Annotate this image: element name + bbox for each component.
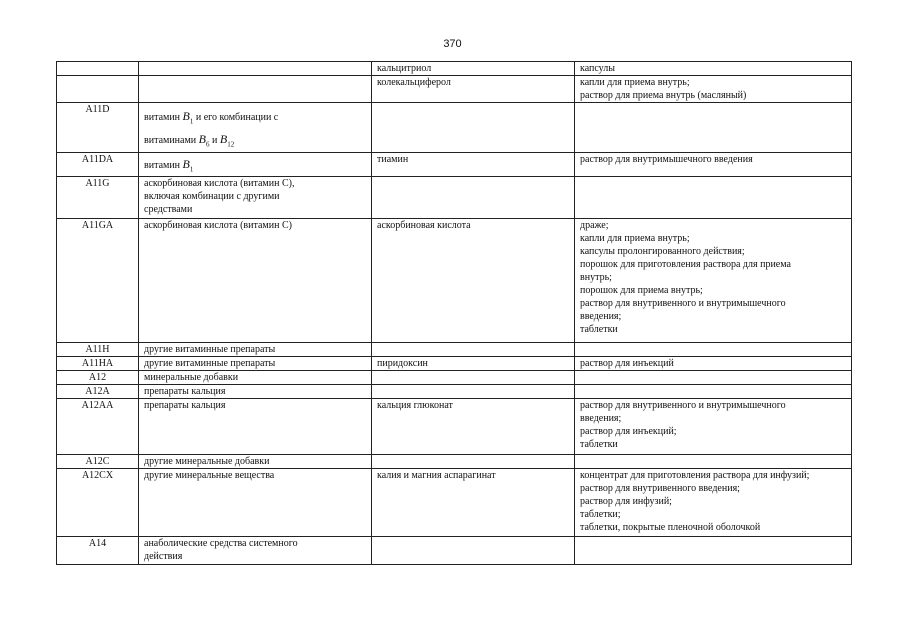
- atc-code-cell: [57, 76, 139, 103]
- form-cell: [575, 152, 852, 176]
- substance-cell: [372, 103, 575, 153]
- atc-code-cell: [57, 62, 139, 76]
- form-cell: [575, 385, 852, 399]
- substance-cell: [372, 455, 575, 469]
- form-line: внутрь;: [580, 272, 612, 284]
- table-row: [57, 76, 852, 103]
- table-row: [57, 537, 852, 565]
- group-cell: [139, 62, 372, 76]
- group-line: витамин $B_1$: [144, 156, 194, 174]
- group-line: средствами: [144, 204, 193, 216]
- form-line: капли для приема внутрь;: [580, 77, 690, 88]
- form-cell: [575, 62, 852, 76]
- group-line: действия: [144, 551, 183, 563]
- form-line: раствор для инфузий;: [580, 496, 672, 508]
- substance-cell: [372, 177, 575, 219]
- group-line: витамин $B_1$ и его комбинации с: [144, 109, 279, 126]
- substance-line: тиамин: [377, 153, 409, 165]
- group-line: другие минеральные вещества: [144, 470, 275, 482]
- form-line: раствор для инъекций;: [580, 426, 677, 438]
- table-row: [57, 469, 852, 537]
- group-cell: [139, 371, 372, 385]
- atc-code-cell: A12AA: [57, 399, 139, 455]
- form-line: раствор для приема внутрь (масляный): [580, 90, 747, 101]
- substance-line: кальцитриол: [377, 63, 432, 74]
- table-row: [57, 371, 852, 385]
- group-cell: [139, 537, 372, 565]
- drug-table: [56, 61, 852, 565]
- form-line: капли для приема внутрь;: [580, 233, 690, 245]
- substance-line: калия и магния аспарагинат: [377, 470, 496, 482]
- form-line: введения;: [580, 311, 622, 323]
- atc-code-cell: A14: [57, 537, 139, 565]
- substance-line: пиридоксин: [377, 358, 428, 370]
- group-cell: [139, 357, 372, 371]
- group-cell: [139, 103, 372, 153]
- atc-code-cell: A11D: [57, 103, 139, 153]
- form-line: таблетки, покрытые пленочной оболочкой: [580, 522, 761, 534]
- form-line: порошок для приема внутрь;: [580, 285, 703, 297]
- group-line: другие минеральные добавки: [144, 456, 270, 468]
- table-row: [57, 152, 852, 176]
- vitamin-b1-symbol: $B_1$: [182, 109, 194, 126]
- page-number: 370: [443, 38, 462, 50]
- form-cell: [575, 399, 852, 455]
- substance-line: кальция глюконат: [377, 400, 453, 412]
- form-line: раствор для внутривенного введения;: [580, 483, 740, 495]
- table-row: [57, 103, 852, 153]
- substance-cell: [372, 537, 575, 565]
- group-cell: [139, 469, 372, 537]
- table-row: [57, 357, 852, 371]
- vitamin-b6-symbol: $B_6$: [198, 132, 210, 149]
- group-line: витаминами $B_6$ и $B_{12}$: [144, 132, 235, 149]
- form-line: концентрат для приготовления раствора для инфузий;: [580, 470, 810, 482]
- form-cell: [575, 177, 852, 219]
- group-cell: [139, 219, 372, 343]
- form-cell: [575, 219, 852, 343]
- group-line: препараты кальция: [144, 386, 226, 398]
- atc-code-cell: A11GA: [57, 219, 139, 343]
- form-line: таблетки: [580, 439, 618, 451]
- substance-line: аскорбиновая кислота: [377, 220, 471, 232]
- form-cell: [575, 455, 852, 469]
- substance-cell: [372, 152, 575, 176]
- form-line: таблетки;: [580, 509, 621, 521]
- group-line: минеральные добавки: [144, 372, 239, 384]
- substance-cell: [372, 62, 575, 76]
- form-cell: [575, 76, 852, 103]
- substance-cell: [372, 343, 575, 357]
- group-cell: [139, 76, 372, 103]
- table-row: [57, 343, 852, 357]
- group-line: аскорбиновая кислота (витамин С),: [144, 178, 295, 190]
- form-line: капсулы пролонгированного действия;: [580, 246, 745, 258]
- form-cell: [575, 357, 852, 371]
- form-line: раствор для внутривенного и внутримышечного: [580, 298, 786, 310]
- group-line: включая комбинации с другими: [144, 191, 280, 203]
- atc-code-cell: A11DA: [57, 152, 139, 176]
- table-row: [57, 219, 852, 343]
- group-cell: [139, 385, 372, 399]
- table-row: [57, 385, 852, 399]
- form-cell: [575, 469, 852, 537]
- form-cell: [575, 343, 852, 357]
- substance-cell: [372, 219, 575, 343]
- table-row: [57, 62, 852, 76]
- form-line: порошок для приготовления раствора для приема: [580, 259, 791, 271]
- group-line: препараты кальция: [144, 400, 226, 412]
- form-cell: [575, 537, 852, 565]
- atc-code-cell: A11HA: [57, 357, 139, 371]
- atc-code-cell: A12: [57, 371, 139, 385]
- vitamin-b12-symbol: $B_{12}$: [219, 132, 235, 149]
- group-line: анаболические средства системного: [144, 538, 298, 550]
- form-cell: [575, 371, 852, 385]
- substance-cell: [372, 76, 575, 103]
- atc-code-cell: A12CX: [57, 469, 139, 537]
- atc-code-cell: A11G: [57, 177, 139, 219]
- form-line: раствор для внутримышечного введения: [580, 153, 753, 165]
- substance-cell: [372, 399, 575, 455]
- form-line: драже;: [580, 220, 609, 232]
- atc-code-cell: A12A: [57, 385, 139, 399]
- substance-line: колекальциферол: [377, 77, 451, 88]
- group-line: другие витаминные препараты: [144, 344, 276, 356]
- vitamin-b1-symbol: $B_1$: [182, 156, 194, 174]
- substance-cell: [372, 357, 575, 371]
- form-cell: [575, 103, 852, 153]
- group-cell: [139, 343, 372, 357]
- group-cell: [139, 455, 372, 469]
- group-line: другие витаминные препараты: [144, 358, 276, 370]
- table-row: [57, 399, 852, 455]
- form-line: раствор для внутривенного и внутримышечного: [580, 400, 786, 412]
- form-line: капсулы: [580, 63, 615, 74]
- group-cell: [139, 399, 372, 455]
- atc-code-cell: A12C: [57, 455, 139, 469]
- table-row: [57, 177, 852, 219]
- substance-cell: [372, 469, 575, 537]
- form-line: введения;: [580, 413, 622, 425]
- group-cell: [139, 152, 372, 176]
- group-line: аскорбиновая кислота (витамин С): [144, 220, 292, 232]
- form-line: таблетки: [580, 324, 618, 336]
- substance-cell: [372, 371, 575, 385]
- form-line: раствор для инъекций: [580, 358, 674, 370]
- atc-code-cell: A11H: [57, 343, 139, 357]
- group-cell: [139, 177, 372, 219]
- table-row: [57, 455, 852, 469]
- substance-cell: [372, 385, 575, 399]
